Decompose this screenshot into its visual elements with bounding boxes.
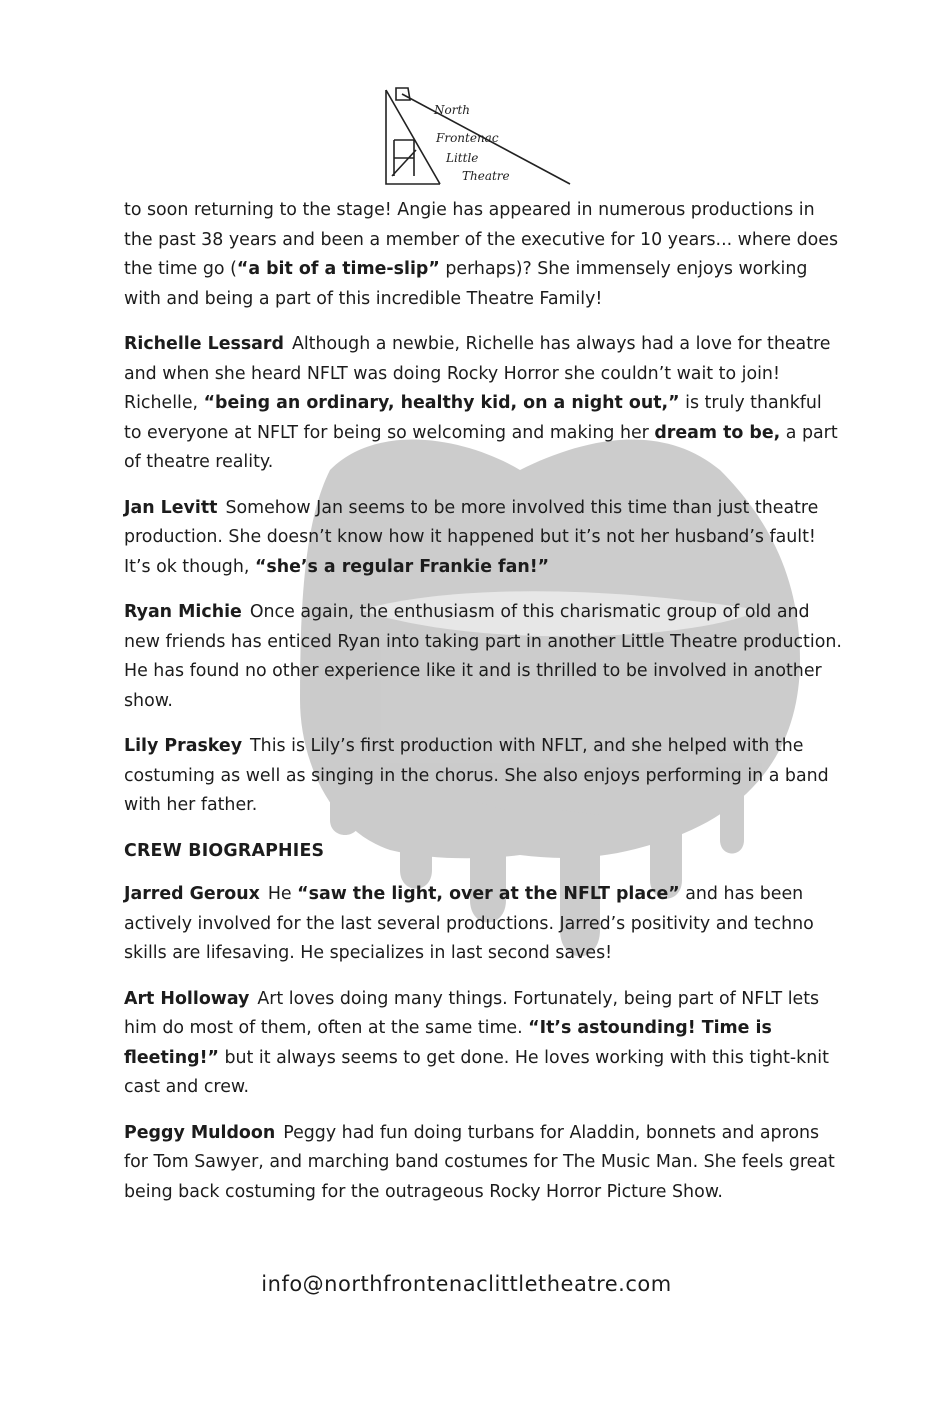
bio-jan — [124, 494, 844, 583]
bio-quote: dream to be, — [654, 422, 781, 443]
bio-text: He — [267, 884, 298, 904]
contact-email: info@northfrontenaclittletheatre.com — [261, 1272, 672, 1296]
bio-name: Jan Levitt — [124, 497, 218, 518]
bio-text: Peggy had fun doing turbans for Aladdin, bonnets and aprons for Tom Sawyer, and marching band costumes for The Music Man. She feels great being back costuming for the outrageous Rocky Horror Picture Show. — [124, 1122, 835, 1202]
bio-text: Art loves doing many things. Fortunately, being part of NFLT lets him do most of them, often at the same time. — [124, 988, 820, 1038]
bio-quote: “she’s a regular Frankie fan!” — [254, 556, 550, 577]
biographies-body — [124, 196, 844, 1223]
bio-text: This is Lily’s first production with NFLT, and she helped with the costuming as well as singing in the chorus. She also enjoys performing in a band with her father. — [124, 736, 829, 815]
bio-richelle — [124, 330, 844, 478]
bio-quote: “It’s astounding! Time is fleeting!” — [124, 1018, 772, 1068]
logo-word-frontenac: Frontenac — [436, 131, 499, 145]
bio-quote: “saw the light, over at the NFLT place” — [297, 884, 680, 904]
crew-heading: CREW BIOGRAPHIES — [124, 840, 325, 861]
bio-text: perhaps)? She immensely enjoys working with and being a part of this incredible Theatre Family! — [124, 259, 808, 309]
bio-text: but it always seems to get done. He loves working with this tight-knit cast and crew. — [124, 1047, 829, 1097]
bio-name: Richelle Lessard — [124, 334, 284, 354]
bio-peggy — [124, 1119, 844, 1208]
bio-text: to soon returning to the stage! Angie has appeared in numerous productions in the past 38 years and been a member of the executive for 10 years... where does the time go ( — [124, 200, 839, 279]
bio-name: Ryan Michie — [124, 602, 242, 622]
director-chair — [392, 140, 416, 176]
bio-text: is truly thankful to everyone at NFLT for being so welcoming and making her — [124, 393, 822, 443]
bio-name: Jarred Geroux — [124, 884, 260, 904]
logo-word-theatre: Theatre — [462, 169, 510, 183]
bio-text: and has been actively involved for the last several productions. Jarred’s positivity and techno skills are lifesaving. He specializes in last second saves! — [124, 884, 814, 963]
logo-wordmark — [428, 104, 548, 186]
bio-name: Art Holloway — [124, 988, 250, 1009]
angie-bio-continued — [124, 196, 844, 314]
bio-text: Once again, the enthusiasm of this charismatic group of old and new friends has enticed Ryan into taking part in another Little Theatre production. He has found no other experience like it and is thrilled to be involved in another show. — [124, 602, 842, 711]
bio-name: Peggy Muldoon — [124, 1122, 276, 1143]
bio-art — [124, 985, 844, 1103]
bio-text: a part of theatre reality. — [124, 422, 838, 472]
logo-word-north: North — [434, 103, 471, 117]
bio-jarred — [124, 880, 844, 969]
bio-text: Somehow Jan seems to be more involved this time than just theatre production. She doesn’t know how it happened but it’s not her husband’s fault! It’s ok though, — [124, 497, 819, 577]
logo-word-little: Little — [446, 151, 479, 165]
bio-quote: “a bit of a time-slip” — [236, 259, 440, 279]
bio-lily — [124, 732, 844, 821]
bio-text: Although a newbie, Richelle has always had a love for theatre and when she heard NFLT was doing Rocky Horror she couldn’t wait to join! Richelle, — [124, 334, 831, 413]
bio-ryan — [124, 598, 844, 716]
bio-name: Lily Praskey — [124, 736, 243, 756]
bio-quote: “being an ordinary, healthy kid, on a night out,” — [203, 393, 680, 413]
